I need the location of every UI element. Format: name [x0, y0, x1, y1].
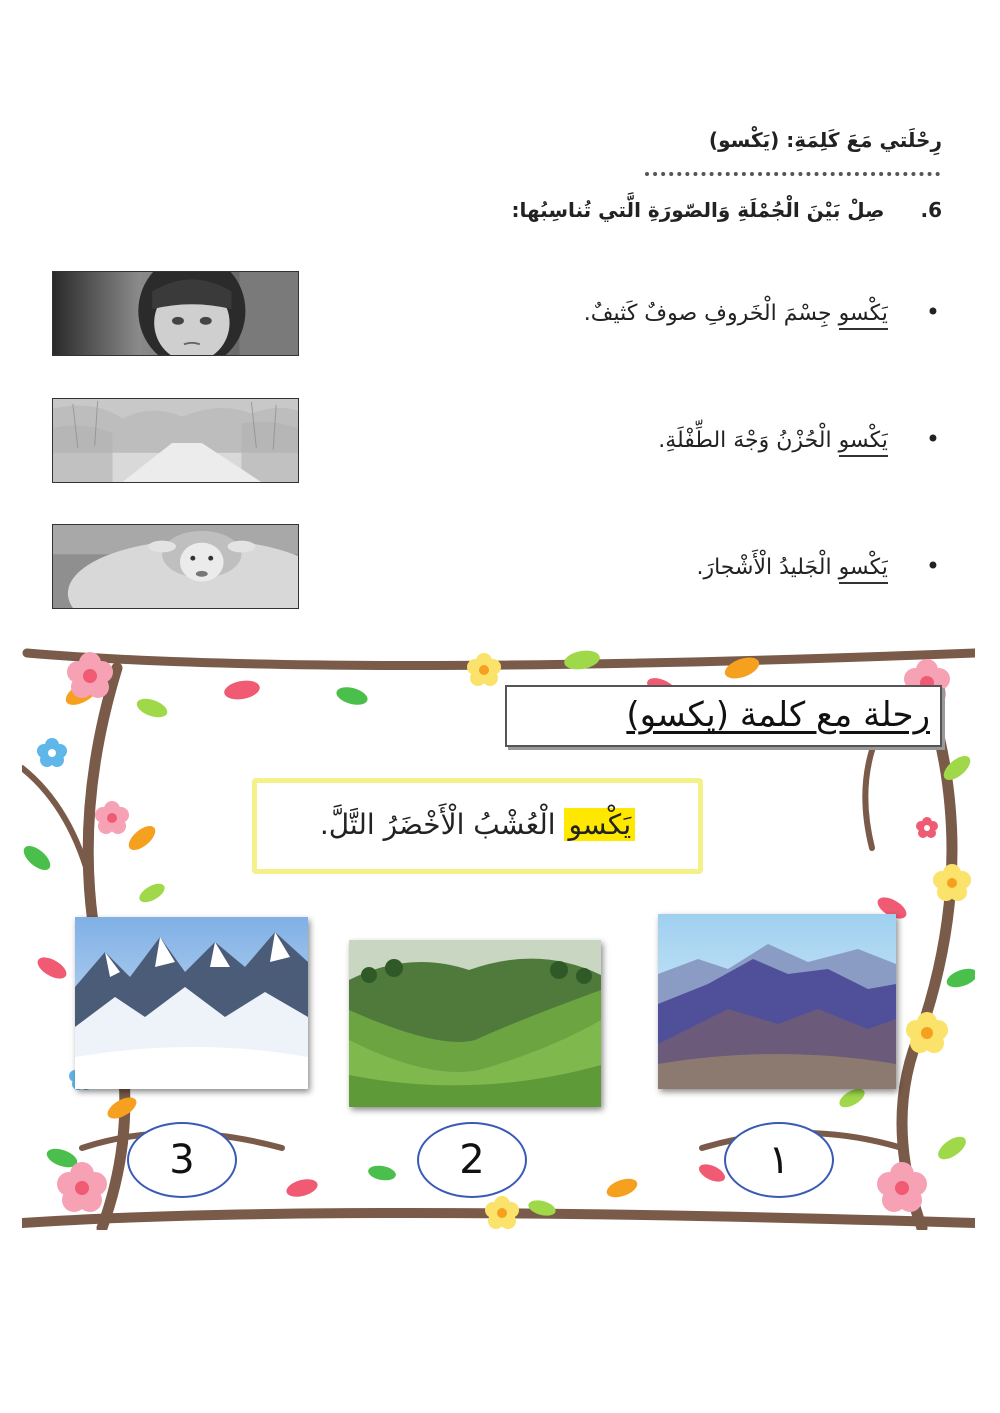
worksheet-header: رِحْلَتي مَعَ كَلِمَةِ: (يَكْسو) — [708, 128, 942, 152]
rocky-mountains-photo[interactable] — [658, 914, 896, 1089]
girl-photo[interactable] — [52, 271, 299, 356]
card-sentence-text: الْعُشْبُ الْأَخْضَرُ التَّلَّ. — [319, 808, 565, 841]
snowy-mountains-photo[interactable] — [75, 917, 308, 1089]
bullet-icon: • — [925, 298, 940, 326]
option-circle-3[interactable]: 3 — [127, 1122, 237, 1198]
bullet-icon: • — [925, 425, 940, 453]
option-circle-1[interactable]: ١ — [724, 1122, 834, 1198]
sentence-3[interactable] — [380, 552, 940, 580]
dotted-divider — [645, 172, 940, 176]
sentence-verb: يَكْسو — [839, 555, 888, 584]
sentence-verb: يَكْسو — [839, 428, 888, 457]
sheep-photo[interactable] — [52, 524, 299, 609]
bullet-icon: • — [925, 552, 940, 580]
highlighted-verb: يَكْسو — [564, 808, 635, 841]
sentence-verb: يَكْسو — [839, 301, 888, 330]
sentence-text: الْجَليدُ الْأَشْجارَ. — [696, 555, 839, 580]
card-title-text: رحلة مع كلمة (يكسو) — [626, 695, 930, 735]
sentence-2[interactable] — [380, 425, 940, 453]
sentence-1[interactable] — [380, 298, 940, 326]
snowy-road-photo[interactable] — [52, 398, 299, 483]
question-number: 6. — [920, 198, 942, 222]
sentence-text: جِسْمَ الْخَروفِ صوفٌ كَثيفٌ. — [583, 301, 839, 326]
instruction — [402, 198, 942, 222]
card-title — [505, 685, 942, 747]
instruction-text: صِلْ بَيْنَ الْجُمْلَةِ وَالصّورَةِ الَّتي تُناسِبُها: — [511, 198, 885, 222]
option-circle-2[interactable]: 2 — [417, 1122, 527, 1198]
card-sentence — [252, 778, 703, 874]
green-valley-photo[interactable] — [349, 940, 601, 1107]
sentence-text: الْحُزْنُ وَجْهَ الطِّفْلَةِ. — [658, 428, 839, 453]
